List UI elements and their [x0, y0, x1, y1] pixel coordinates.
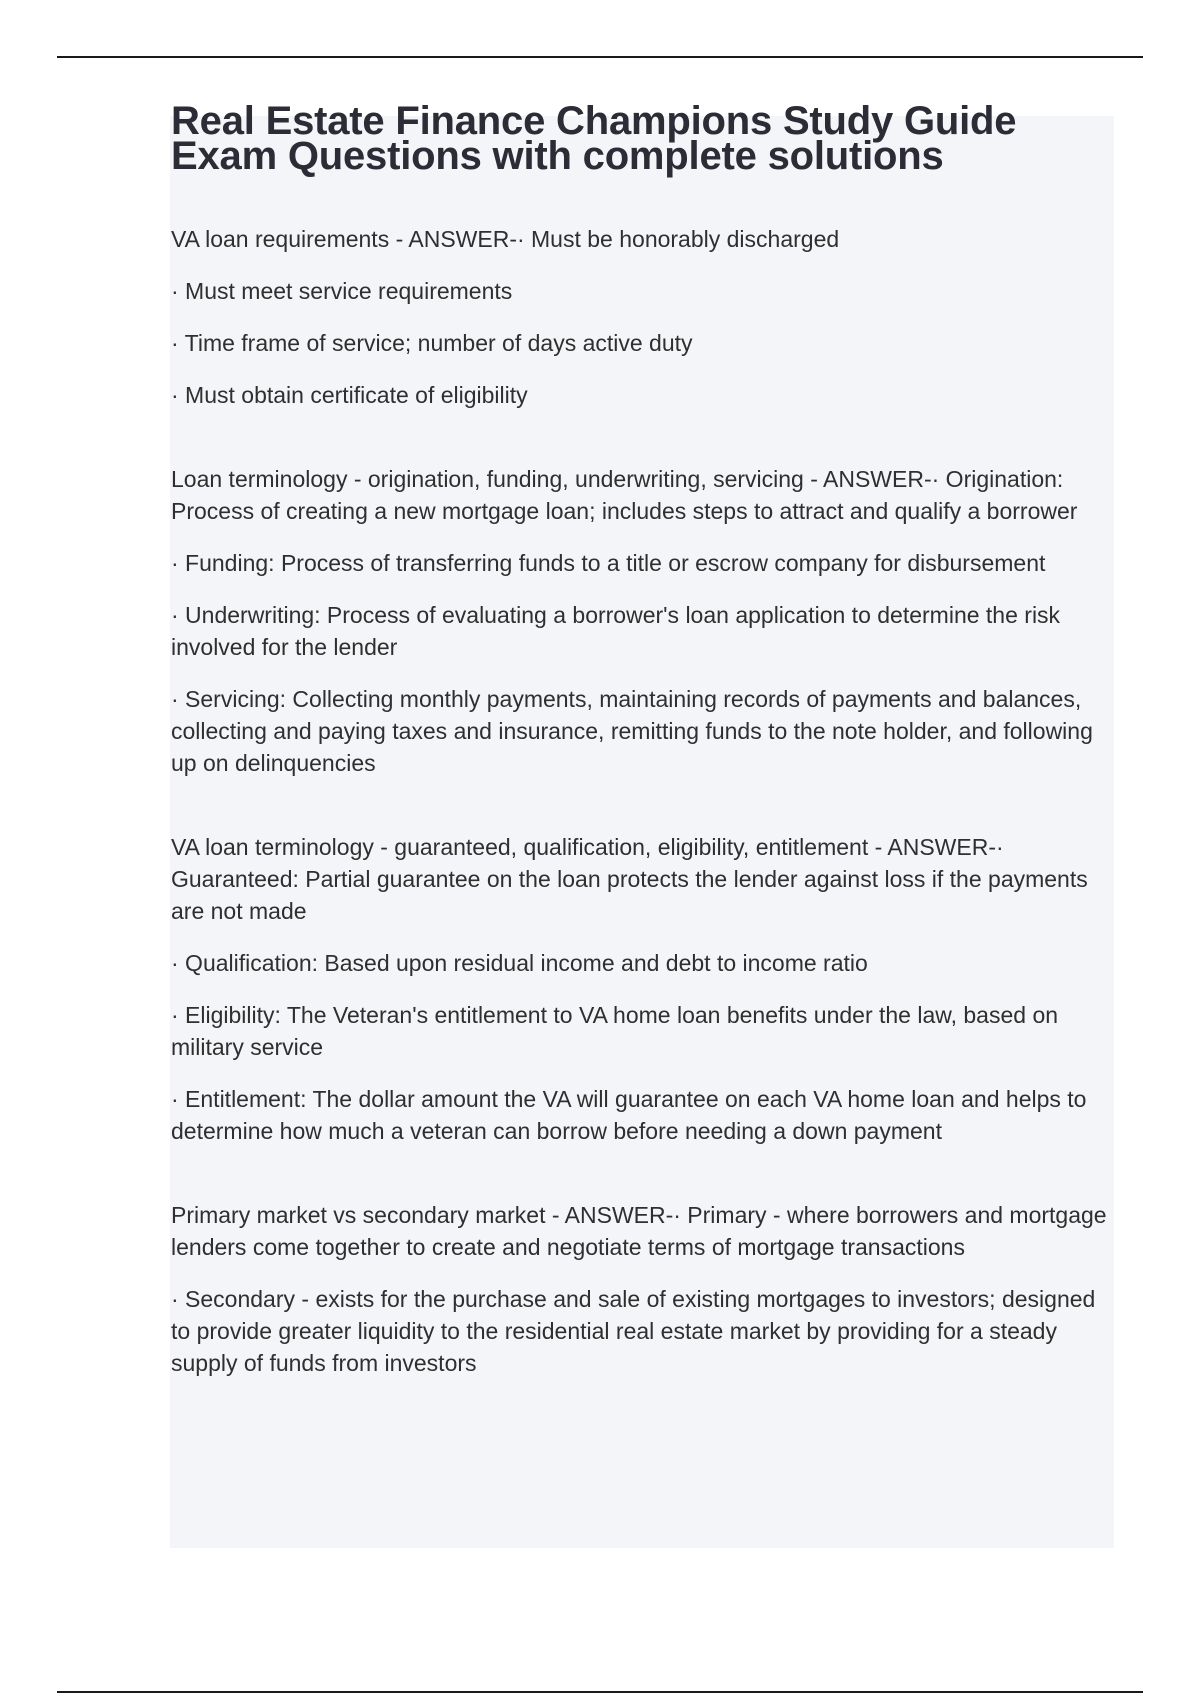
bullet-item: · Funding: Process of transferring funds to a title or escrow company for disbursement [171, 550, 1046, 576]
page-title: Real Estate Finance Champions Study Guide Exam Questions with complete solutions [171, 99, 1017, 178]
bottom-divider [57, 1691, 1143, 1693]
bullet-item: · Time frame of service; number of days active duty [171, 330, 693, 356]
question-answer-text: VA loan requirements - ANSWER-· Must be honorably discharged [171, 226, 840, 252]
question-answer-text: Loan terminology - origination, funding, underwriting, servicing - ANSWER-· Origination: Process of creating a new mortgage loan; includes steps to attract and qualify a borrower [171, 466, 1078, 524]
document-body [171, 223, 1116, 1431]
qa-block-va-loan-requirements [171, 223, 1116, 411]
bullet-item: · Servicing: Collecting monthly payments, maintaining records of payments and balances, collecting and paying taxes and insurance, remitting funds to the note holder, and following up on delinquencies [171, 686, 1093, 776]
bullet-item: · Entitlement: The dollar amount the VA will guarantee on each VA home loan and helps to determine how much a veteran can borrow before needing a down payment [171, 1086, 1087, 1144]
bullet-item: · Eligibility: The Veteran's entitlement to VA home loan benefits under the law, based on military service [171, 1002, 1059, 1060]
qa-block-primary-vs-secondary-market [171, 1199, 1116, 1379]
top-divider [57, 56, 1143, 58]
bullet-item: · Qualification: Based upon residual income and debt to income ratio [171, 950, 868, 976]
bullet-item: · Must obtain certificate of eligibility [171, 382, 528, 408]
qa-block-va-loan-terminology [171, 831, 1116, 1147]
qa-block-loan-terminology [171, 463, 1116, 779]
bullet-item: · Underwriting: Process of evaluating a borrower's loan application to determine the risk involved for the lender [171, 602, 1061, 660]
question-answer-text: VA loan terminology - guaranteed, qualification, eligibility, entitlement - ANSWER-· Guaranteed: Partial guarantee on the loan protects the lender against loss if the payments are not made [171, 834, 1088, 924]
bullet-item: · Must meet service requirements [171, 278, 513, 304]
question-answer-text: Primary market vs secondary market - ANSWER-· Primary - where borrowers and mortgage lenders come together to create and negotiate terms of mortgage transactions [171, 1202, 1107, 1260]
bullet-item: · Secondary - exists for the purchase and sale of existing mortgages to investors; designed to provide greater liquidity to the residential real estate market by providing for a steady supply of funds from investors [171, 1286, 1096, 1376]
